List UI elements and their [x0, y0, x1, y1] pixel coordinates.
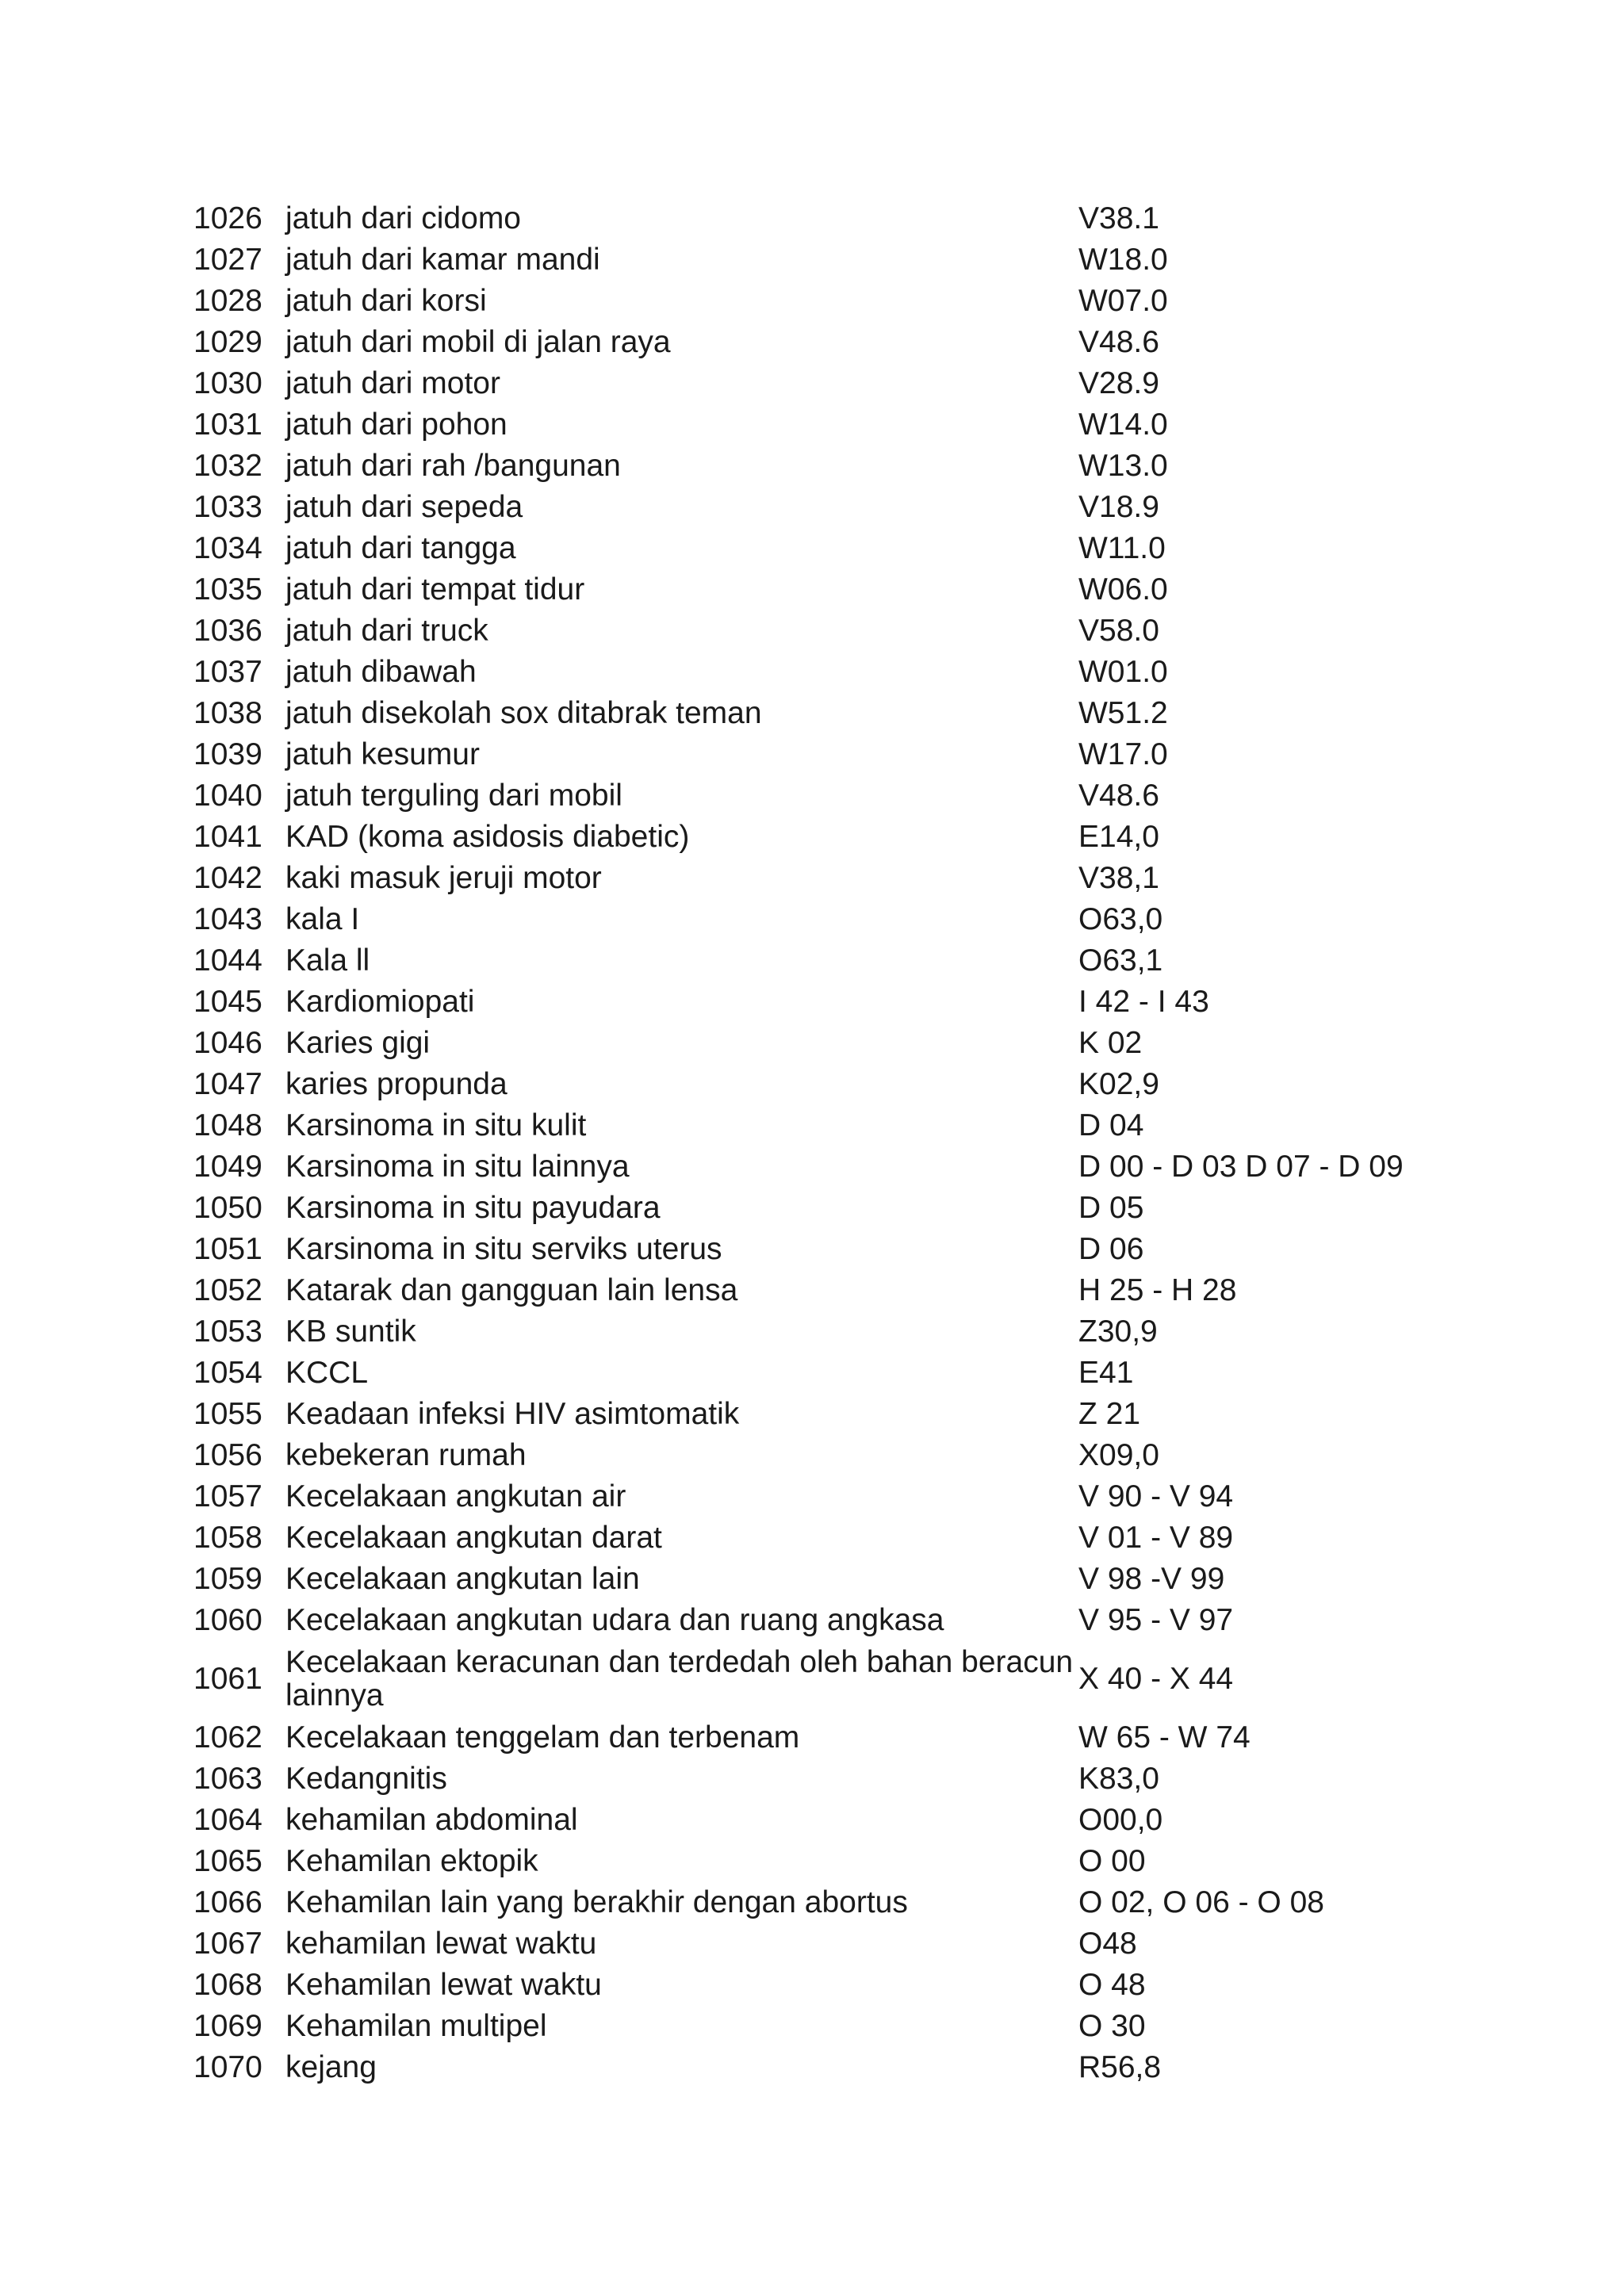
icd-code: O 00 [1078, 1844, 1146, 1878]
table-row [193, 1311, 1462, 1353]
table-row [193, 1270, 1462, 1311]
icd-code: D 05 [1078, 1191, 1144, 1225]
diagnosis-name: Kecelakaan angkutan lain [285, 1562, 640, 1596]
table-row [193, 1435, 1462, 1476]
icd-code: V48.6 [1078, 325, 1159, 359]
diagnosis-name: karies propunda [285, 1067, 508, 1101]
icd-code: K02,9 [1078, 1067, 1159, 1101]
table-row [193, 2006, 1462, 2047]
icd-code: V 01 - V 89 [1078, 1521, 1234, 1555]
icd-code: V 95 - V 97 [1078, 1603, 1234, 1637]
table-row [193, 1882, 1462, 1923]
diagnosis-name: jatuh dari tangga [285, 531, 516, 565]
table-row [193, 1559, 1462, 1600]
icd-code: W11.0 [1078, 531, 1166, 565]
icd-code: D 06 [1078, 1232, 1144, 1266]
diagnosis-name: Karsinoma in situ lainnya [285, 1150, 630, 1184]
table-row [193, 569, 1462, 610]
icd-code: V58.0 [1078, 614, 1159, 648]
diagnosis-name: jatuh dari motor [285, 366, 500, 400]
table-row [193, 775, 1462, 817]
table-row [193, 817, 1462, 858]
row-number: 1040 [193, 779, 262, 813]
row-number: 1051 [193, 1232, 262, 1266]
row-number: 1067 [193, 1927, 262, 1961]
diagnosis-name: kaki masuk jeruji motor [285, 861, 602, 895]
row-number: 1061 [193, 1662, 262, 1696]
row-number: 1068 [193, 1968, 262, 2002]
row-number: 1041 [193, 820, 262, 854]
icd-code: O48 [1078, 1927, 1137, 1961]
table-row [193, 1717, 1462, 1758]
row-number: 1058 [193, 1521, 262, 1555]
icd-code: X09,0 [1078, 1438, 1159, 1472]
row-number: 1046 [193, 1026, 262, 1060]
table-row [193, 652, 1462, 693]
diagnosis-name: jatuh dibawah [285, 655, 477, 689]
table-row [193, 1923, 1462, 1965]
diagnosis-name: jatuh kesumur [285, 737, 480, 771]
diagnosis-name: kebekeran rumah [285, 1438, 527, 1472]
diagnosis-name: Kardiomiopati [285, 985, 475, 1019]
diagnosis-name: jatuh dari rah /bangunan [285, 449, 621, 483]
diagnosis-name: Kehamilan ektopik [285, 1844, 538, 1878]
diagnosis-name: Karies gigi [285, 1026, 431, 1060]
diagnosis-name: Kala ll [285, 943, 370, 978]
diagnosis-name: KAD (koma asidosis diabetic) [285, 820, 690, 854]
row-number: 1030 [193, 366, 262, 400]
row-number: 1056 [193, 1438, 262, 1472]
icd-code: K 02 [1078, 1026, 1143, 1060]
icd-code: O 48 [1078, 1968, 1146, 2002]
row-number: 1042 [193, 861, 262, 895]
table-row [193, 1146, 1462, 1188]
table-row [193, 940, 1462, 982]
table-row [193, 1394, 1462, 1435]
icd-code: O63,0 [1078, 902, 1163, 936]
table-row [193, 2047, 1462, 2088]
row-number: 1047 [193, 1067, 262, 1101]
diagnosis-name: kehamilan abdominal [285, 1803, 578, 1837]
diagnosis-name: KB suntik [285, 1314, 416, 1349]
table-row [193, 610, 1462, 652]
table-row [193, 1841, 1462, 1882]
table-row [193, 363, 1462, 404]
table-row [193, 322, 1462, 363]
table-body [193, 198, 1462, 2088]
table-row [193, 1476, 1462, 1517]
icd-code: V28.9 [1078, 366, 1159, 400]
diagnosis-name: Kehamilan lain yang berakhir dengan abortus [285, 1885, 908, 1919]
row-number: 1055 [193, 1397, 262, 1431]
row-number: 1033 [193, 490, 262, 524]
table-row [193, 899, 1462, 940]
row-number: 1064 [193, 1803, 262, 1837]
table-row [193, 1600, 1462, 1641]
table-row [193, 1965, 1462, 2006]
diagnosis-name: jatuh dari cidomo [285, 201, 521, 235]
row-number: 1044 [193, 943, 262, 978]
icd-code: R56,8 [1078, 2050, 1162, 2084]
icd-code: W18.0 [1078, 243, 1168, 277]
table-row [193, 487, 1462, 528]
icd-code: K83,0 [1078, 1762, 1159, 1796]
diagnosis-name: Karsinoma in situ payudara [285, 1191, 661, 1225]
table-row [193, 1641, 1462, 1717]
row-number: 1039 [193, 737, 262, 771]
row-number: 1060 [193, 1603, 262, 1637]
icd-code: O63,1 [1078, 943, 1163, 978]
table-row [193, 198, 1462, 239]
table-row [193, 1800, 1462, 1841]
diagnosis-name: jatuh dari pohon [285, 408, 508, 442]
icd-code: O 02, O 06 - O 08 [1078, 1885, 1324, 1919]
diagnosis-name: jatuh dari tempat tidur [285, 572, 585, 607]
row-number: 1031 [193, 408, 262, 442]
icd-code: V18.9 [1078, 490, 1159, 524]
diagnosis-name: Kedangnitis [285, 1762, 447, 1796]
icd-code: W51.2 [1078, 696, 1168, 730]
icd-code: W06.0 [1078, 572, 1168, 607]
table-row [193, 982, 1462, 1023]
diagnosis-name: Kecelakaan keracunan dan terdedah oleh bahan beracun lainnya [285, 1645, 1074, 1712]
row-number: 1032 [193, 449, 262, 483]
row-number: 1059 [193, 1562, 262, 1596]
diagnosis-name: Kecelakaan angkutan darat [285, 1521, 662, 1555]
icd-code: E41 [1078, 1356, 1134, 1390]
row-number: 1048 [193, 1108, 262, 1142]
icd-code: H 25 - H 28 [1078, 1273, 1237, 1307]
icd-code: V48.6 [1078, 779, 1159, 813]
icd-code: W17.0 [1078, 737, 1168, 771]
row-number: 1035 [193, 572, 262, 607]
icd-code: W 65 - W 74 [1078, 1720, 1251, 1755]
diagnosis-name: Katarak dan gangguan lain lensa [285, 1273, 738, 1307]
icd-code: W14.0 [1078, 408, 1168, 442]
table-row [193, 858, 1462, 899]
diagnosis-name: Karsinoma in situ kulit [285, 1108, 587, 1142]
icd-code: D 00 - D 03 D 07 - D 09 [1078, 1150, 1404, 1184]
row-number: 1037 [193, 655, 262, 689]
diagnosis-name: kejang [285, 2050, 377, 2084]
icd-code: V 98 -V 99 [1078, 1562, 1225, 1596]
table-row [193, 528, 1462, 569]
diagnosis-name: Karsinoma in situ serviks uterus [285, 1232, 722, 1266]
row-number: 1065 [193, 1844, 262, 1878]
row-number: 1057 [193, 1479, 262, 1513]
table-row [193, 1105, 1462, 1146]
icd-code: E14,0 [1078, 820, 1159, 854]
diagnosis-name: jatuh dari mobil di jalan raya [285, 325, 671, 359]
icd-code: V38,1 [1078, 861, 1159, 895]
diagnosis-name: kala I [285, 902, 360, 936]
diagnosis-name: Kecelakaan angkutan air [285, 1479, 626, 1513]
icd-code: X 40 - X 44 [1078, 1662, 1234, 1696]
icd-code-table [193, 198, 1462, 2088]
diagnosis-name: Kehamilan multipel [285, 2009, 547, 2043]
diagnosis-name: Kecelakaan angkutan udara dan ruang angkasa [285, 1603, 944, 1637]
row-number: 1053 [193, 1314, 262, 1349]
diagnosis-name: jatuh dari sepeda [285, 490, 523, 524]
row-number: 1034 [193, 531, 262, 565]
row-number: 1069 [193, 2009, 262, 2043]
table-row [193, 734, 1462, 775]
icd-code: O 30 [1078, 2009, 1146, 2043]
table-row [193, 1188, 1462, 1229]
table-row [193, 404, 1462, 446]
row-number: 1063 [193, 1762, 262, 1796]
icd-code: W13.0 [1078, 449, 1168, 483]
table-row [193, 1758, 1462, 1800]
row-number: 1045 [193, 985, 262, 1019]
icd-code: O00,0 [1078, 1803, 1163, 1837]
table-row [193, 281, 1462, 322]
icd-code: V38.1 [1078, 201, 1159, 235]
diagnosis-name: jatuh dari kamar mandi [285, 243, 600, 277]
row-number: 1028 [193, 284, 262, 318]
table-row [193, 1023, 1462, 1064]
diagnosis-name: Kehamilan lewat waktu [285, 1968, 602, 2002]
diagnosis-name: jatuh terguling dari mobil [285, 779, 622, 813]
row-number: 1029 [193, 325, 262, 359]
row-number: 1050 [193, 1191, 262, 1225]
diagnosis-name: Keadaan infeksi HIV asimtomatik [285, 1397, 740, 1431]
row-number: 1049 [193, 1150, 262, 1184]
diagnosis-name: jatuh dari korsi [285, 284, 487, 318]
row-number: 1038 [193, 696, 262, 730]
table-row [193, 1064, 1462, 1105]
table-row [193, 239, 1462, 281]
table-row [193, 1353, 1462, 1394]
diagnosis-name: jatuh dari truck [285, 614, 488, 648]
row-number: 1027 [193, 243, 262, 277]
icd-code: V 90 - V 94 [1078, 1479, 1234, 1513]
table-row [193, 1517, 1462, 1559]
row-number: 1036 [193, 614, 262, 648]
row-number: 1026 [193, 201, 262, 235]
row-number: 1043 [193, 902, 262, 936]
diagnosis-name: KCCL [285, 1356, 369, 1390]
diagnosis-name: Kecelakaan tenggelam dan terbenam [285, 1720, 800, 1755]
icd-code: Z 21 [1078, 1397, 1141, 1431]
icd-code: D 04 [1078, 1108, 1144, 1142]
table-row [193, 693, 1462, 734]
icd-code: W07.0 [1078, 284, 1168, 318]
icd-code: W01.0 [1078, 655, 1168, 689]
row-number: 1070 [193, 2050, 262, 2084]
row-number: 1052 [193, 1273, 262, 1307]
icd-code: Z30,9 [1078, 1314, 1158, 1349]
icd-code: I 42 - I 43 [1078, 985, 1209, 1019]
diagnosis-name: kehamilan lewat waktu [285, 1927, 597, 1961]
row-number: 1066 [193, 1885, 262, 1919]
row-number: 1062 [193, 1720, 262, 1755]
table-row [193, 1229, 1462, 1270]
row-number: 1054 [193, 1356, 262, 1390]
diagnosis-name: jatuh disekolah sox ditabrak teman [285, 696, 762, 730]
table-row [193, 446, 1462, 487]
